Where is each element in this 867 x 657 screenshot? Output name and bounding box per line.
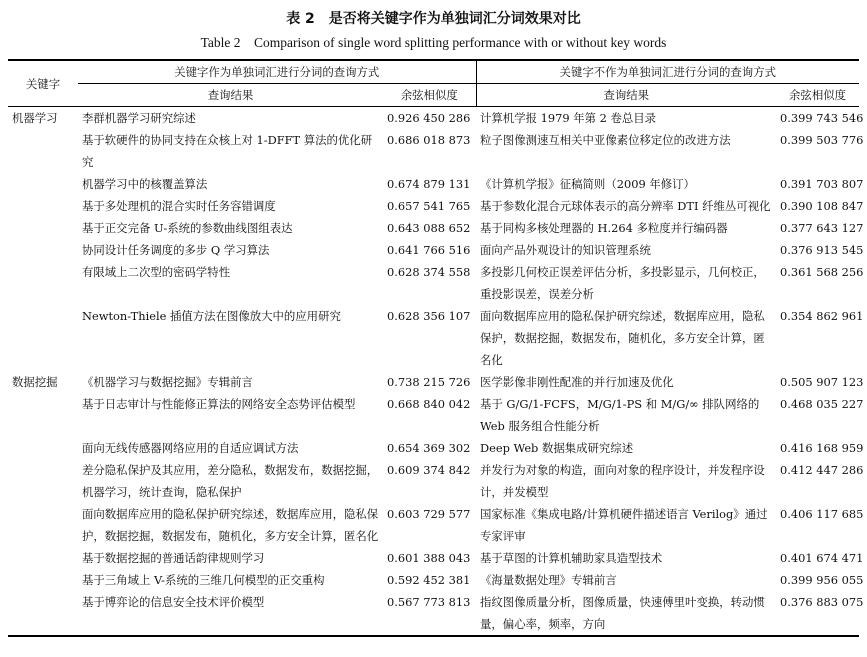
similarity-with-keyword-cell: 0.628 374 558	[387, 265, 471, 279]
similarity-with-keyword-cell: 0.738 215 726	[387, 375, 471, 389]
similarity-without-keyword-cell: 0.376 883 075	[776, 591, 859, 636]
table-row	[8, 239, 859, 261]
similarity-with-keyword-cell: 0.628 356 107	[387, 309, 471, 323]
keyword-cell	[8, 239, 78, 261]
similarity-with-keyword-cell: 0.592 452 381	[387, 573, 471, 587]
similarity-without-keyword-cell: 0.505 907 123	[780, 375, 864, 389]
table-row	[8, 217, 859, 239]
keyword-cell	[8, 195, 78, 217]
result-with-keyword-cell: 协同设计任务调度的多步 Q 学习算法	[82, 243, 270, 257]
table-row	[8, 173, 859, 195]
keyword-cell: 数据挖掘	[12, 375, 58, 389]
similarity-without-keyword-cell: 0.416 168 959	[780, 441, 864, 455]
result-with-keyword-cell: Newton-Thiele 插值方法在图像放大中的应用研究	[82, 309, 341, 323]
similarity-with-keyword-cell: 0.657 541 765	[387, 199, 471, 213]
similarity-without-keyword-cell: 0.401 674 471	[780, 551, 864, 565]
result-with-keyword-cell: 李群机器学习研究综述	[82, 111, 196, 125]
table-row	[8, 437, 859, 459]
result-with-keyword-cell: 面向无线传感器网络应用的自适应调试方法	[82, 441, 299, 455]
result-without-keyword-cell: 《海量数据处理》专辑前言	[480, 573, 617, 587]
keyword-cell	[8, 437, 78, 459]
table-row	[8, 305, 859, 371]
result-with-keyword-cell: 面向数据库应用的隐私保护研究综述，数据库应用，隐私保护，数据挖掘，数据发布，随机化，多方安全计算，匿名化	[82, 507, 379, 543]
result-without-keyword-cell: 《计算机学报》征稿简则（2009 年修订）	[480, 177, 695, 191]
result-with-keyword-cell: 机器学习中的核覆盖算法	[82, 177, 208, 191]
table-row	[8, 591, 859, 636]
table-title-english: Table 2 Comparison of single word splitting performance with or without key words	[200, 35, 667, 50]
header-result-2: 查询结果	[476, 84, 776, 107]
keyword-cell	[8, 305, 78, 371]
result-without-keyword-cell: 粒子图像测速互相关中亚像素位移定位的改进方法	[480, 133, 731, 147]
similarity-with-keyword-cell: 0.668 840 042	[387, 397, 471, 411]
keyword-cell: 机器学习	[12, 111, 58, 125]
similarity-without-keyword-cell: 0.377 643 127	[780, 221, 864, 235]
header-similarity-1: 余弦相似度	[383, 84, 476, 107]
result-with-keyword-cell: 差分隐私保护及其应用，差分隐私，数据发布，数据挖掘，机器学习，统计查询，隐私保护	[82, 463, 379, 499]
result-with-keyword-cell: 基于软硬件的协同支持在众核上对 1-DFFT 算法的优化研究	[82, 133, 373, 169]
similarity-without-keyword-cell: 0.399 503 776	[780, 133, 864, 147]
result-without-keyword-cell: 多投影几何校正误差评估分析，多投影显示，几何校正，重投影误差，误差分析	[480, 265, 765, 301]
result-without-keyword-cell: 基于同构多核处理器的 H.264 多粒度并行编码器	[480, 221, 728, 235]
result-with-keyword-cell: 基于数据挖掘的普通话韵律规则学习	[82, 551, 265, 565]
similarity-with-keyword-cell: 0.654 369 302	[387, 441, 471, 455]
keyword-cell	[8, 591, 78, 636]
similarity-without-keyword-cell: 0.391 703 807	[780, 177, 864, 191]
table-row	[8, 195, 859, 217]
result-without-keyword-cell: 医学影像非刚性配准的并行加速及优化	[480, 375, 674, 389]
comparison-table	[8, 59, 864, 637]
result-without-keyword-cell: 并发行为对象的构造，面向对象的程序设计，并发程序设计，并发模型	[480, 463, 765, 499]
table-body	[8, 107, 864, 637]
similarity-without-keyword-cell: 0.412 447 286	[780, 463, 864, 477]
header-group-with-keyword: 关键字作为单独词汇进行分词的查询方式	[78, 60, 476, 84]
table-row	[8, 371, 859, 393]
result-with-keyword-cell: 基于正交完备 U-系统的参数曲线图组表达	[82, 221, 293, 235]
keyword-cell	[8, 217, 78, 239]
similarity-with-keyword-cell: 0.926 450 286	[387, 111, 471, 125]
header-similarity-2: 余弦相似度	[776, 84, 859, 107]
result-without-keyword-cell: 国家标准《集成电路/计算机硬件描述语言 Verilog》通过专家评审	[480, 507, 768, 543]
similarity-with-keyword-cell: 0.643 088 652	[387, 221, 471, 235]
table-row	[8, 393, 859, 437]
keyword-cell	[8, 129, 78, 173]
result-without-keyword-cell: 面向产品外观设计的知识管理系统	[480, 243, 651, 257]
keyword-cell	[8, 173, 78, 195]
similarity-without-keyword-cell: 0.399 743 546	[780, 111, 864, 125]
result-with-keyword-cell: 基于多处理机的混合实时任务容错调度	[82, 199, 276, 213]
similarity-without-keyword-cell: 0.390 108 847	[780, 199, 864, 213]
keyword-cell	[8, 547, 78, 569]
table-row	[8, 129, 859, 173]
result-without-keyword-cell: 指纹图像质量分析，图像质量，快速傅里叶变换，转动惯量，偏心率，频率，方向	[476, 591, 776, 636]
keyword-cell	[8, 459, 78, 503]
result-with-keyword-cell: 基于博弈论的信息安全技术评价模型	[78, 591, 383, 636]
table-row	[8, 547, 859, 569]
result-with-keyword-cell: 基于日志审计与性能修正算法的网络安全态势评估模型	[82, 397, 356, 411]
similarity-with-keyword-cell: 0.641 766 516	[387, 243, 471, 257]
header-row-columns	[8, 84, 859, 107]
result-without-keyword-cell: 基于草图的计算机辅助家具造型技术	[480, 551, 663, 565]
similarity-with-keyword-cell: 0.601 388 043	[387, 551, 471, 565]
result-without-keyword-cell: 计算机学报 1979 年第 2 卷总目录	[480, 111, 657, 125]
header-row-groups	[8, 60, 859, 84]
result-with-keyword-cell: 有限域上二次型的密码学特性	[82, 265, 231, 279]
table-row	[8, 107, 859, 130]
similarity-with-keyword-cell: 0.686 018 873	[387, 133, 471, 147]
similarity-without-keyword-cell: 0.406 117 685	[780, 507, 864, 521]
table-title-chinese: 表 2 是否将关键字作为单独词汇分词效果对比	[286, 11, 581, 27]
table-row	[8, 261, 859, 305]
result-with-keyword-cell: 《机器学习与数据挖掘》专辑前言	[82, 375, 253, 389]
result-without-keyword-cell: Deep Web 数据集成研究综述	[480, 441, 634, 455]
keyword-cell	[8, 393, 78, 437]
similarity-without-keyword-cell: 0.361 568 256	[780, 265, 864, 279]
keyword-cell	[8, 261, 78, 305]
result-without-keyword-cell: 面向数据库应用的隐私保护研究综述，数据库应用，隐私保护，数据挖掘，数据发布，随机化，多方安全计算，匿名化	[480, 309, 765, 367]
keyword-cell	[8, 569, 78, 591]
result-without-keyword-cell: 基于参数化混合元球体表示的高分辨率 DTI 纤维丛可视化	[480, 199, 771, 213]
table-row	[8, 569, 859, 591]
similarity-with-keyword-cell: 0.603 729 577	[387, 507, 471, 521]
header-result-1: 查询结果	[78, 84, 383, 107]
similarity-without-keyword-cell: 0.399 956 055	[780, 573, 864, 587]
keyword-cell	[8, 503, 78, 547]
similarity-with-keyword-cell: 0.674 879 131	[387, 177, 471, 191]
table-row	[8, 459, 859, 503]
result-with-keyword-cell: 基于三角域上 V-系统的三维几何模型的正交重构	[82, 573, 325, 587]
table-row	[8, 503, 859, 547]
header-group-without-keyword: 关键字不作为单独词汇进行分词的查询方式	[476, 60, 859, 84]
similarity-without-keyword-cell: 0.354 862 961	[780, 309, 864, 323]
header-keyword: 关键字	[8, 60, 78, 107]
similarity-without-keyword-cell: 0.376 913 545	[780, 243, 864, 257]
similarity-with-keyword-cell: 0.609 374 842	[387, 463, 471, 477]
result-without-keyword-cell: 基于 G/G/1-FCFS，M/G/1-PS 和 M/G/∞ 排队网络的 Web 服务组合性能分析	[480, 397, 760, 433]
similarity-without-keyword-cell: 0.468 035 227	[780, 397, 864, 411]
similarity-with-keyword-cell: 0.567 773 813	[383, 591, 476, 636]
